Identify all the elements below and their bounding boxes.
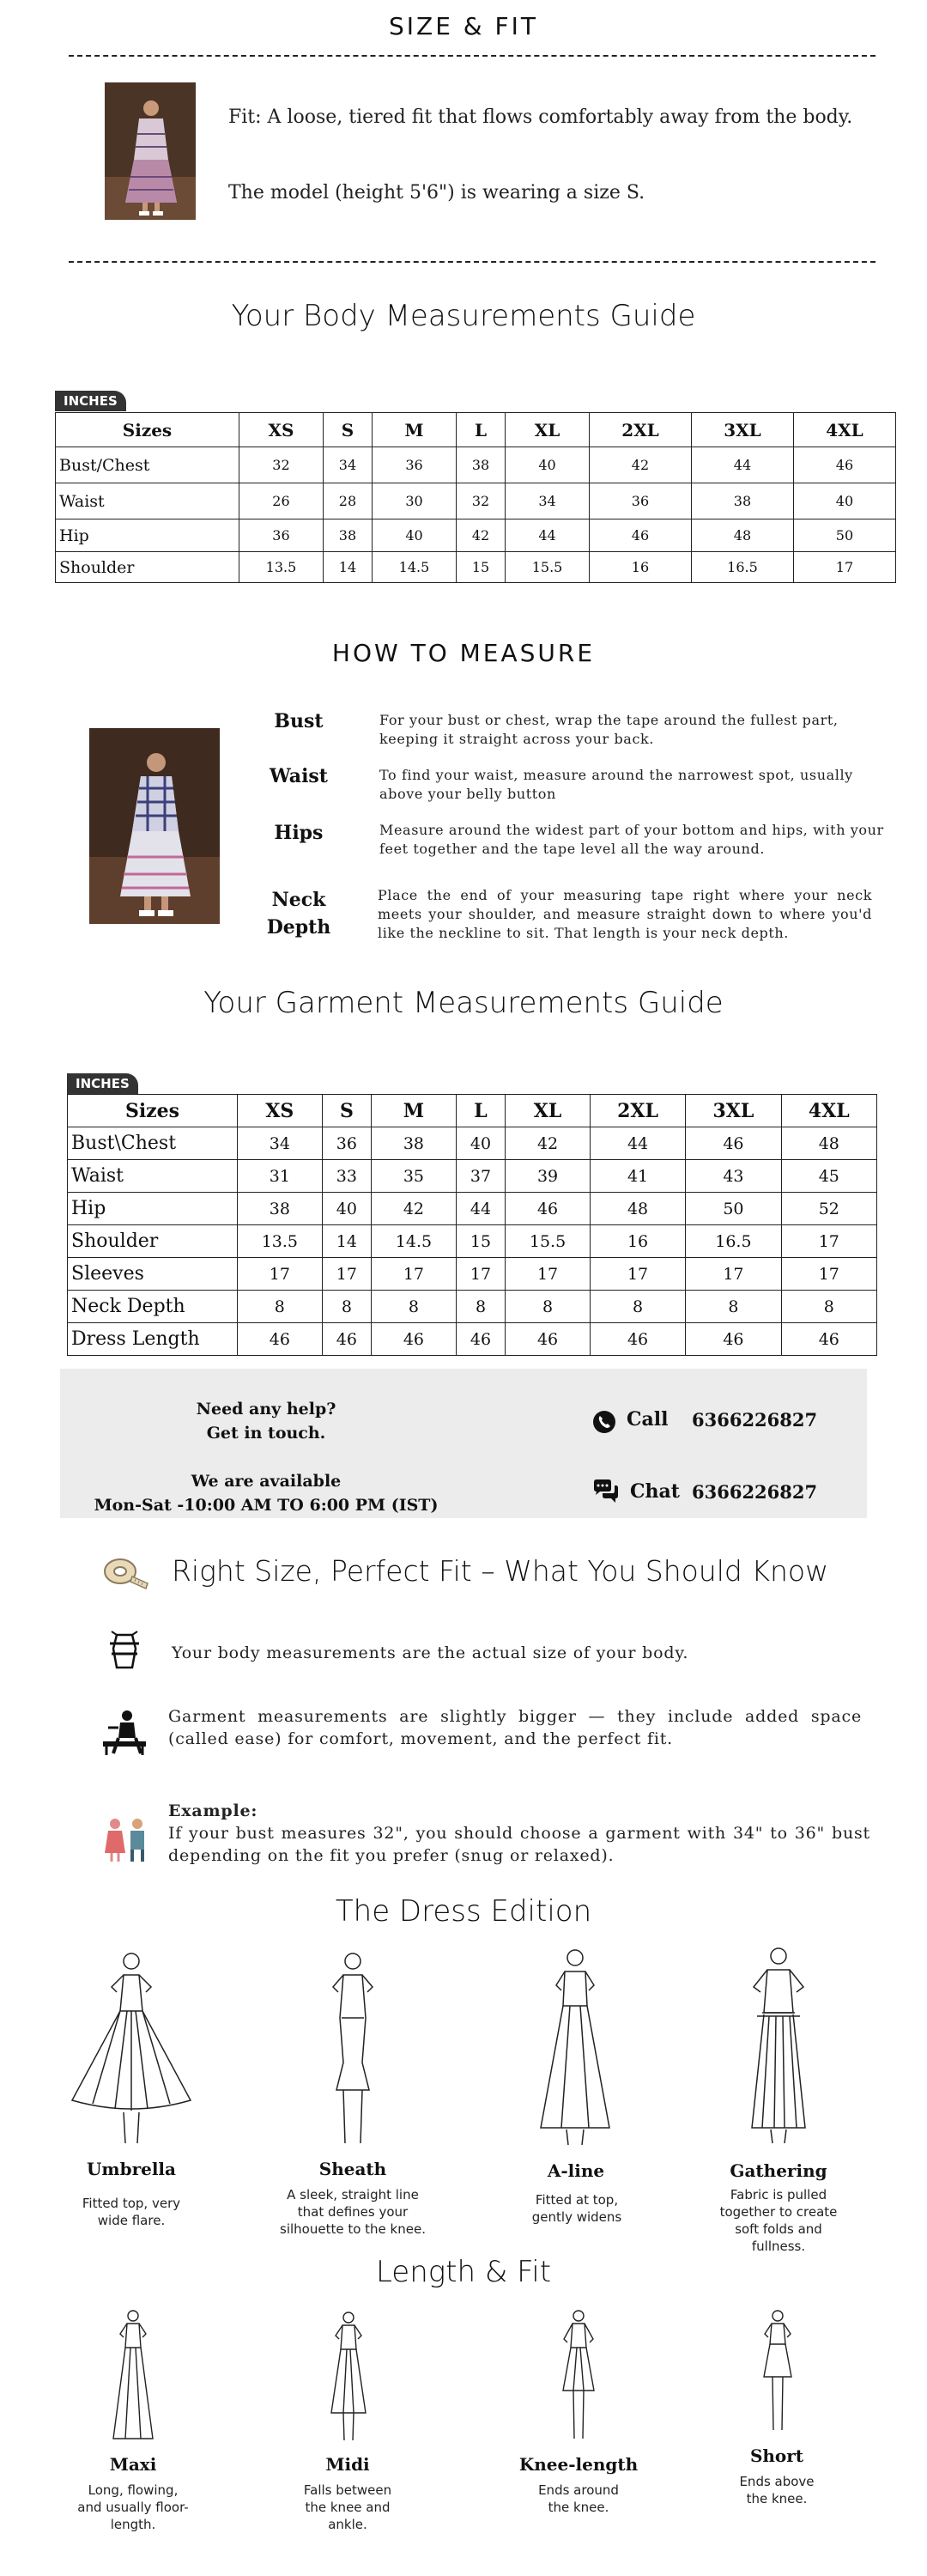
length-desc-knee-length: Ends around the knee. xyxy=(538,2482,619,2515)
row-label: Dress Length xyxy=(68,1323,238,1356)
header-size-xl: XL xyxy=(506,1095,591,1127)
dress-name-a-line: A-line xyxy=(547,2160,605,2181)
garment-measurements-table xyxy=(67,1094,877,1356)
model-photo-large xyxy=(89,728,220,924)
table-cell: 8 xyxy=(372,1291,457,1323)
table-cell: 38 xyxy=(456,447,505,483)
table-cell: 46 xyxy=(456,1323,505,1356)
header-size-l: L xyxy=(456,1095,505,1127)
table-cell: 50 xyxy=(686,1193,781,1225)
table-cell: 46 xyxy=(238,1323,323,1356)
header-size-3xl: 3XL xyxy=(691,413,793,447)
table-cell: 45 xyxy=(781,1160,876,1193)
table-cell: 46 xyxy=(590,1323,685,1356)
table-cell: 46 xyxy=(686,1323,781,1356)
size-fit-title: SIZE & FIT xyxy=(388,12,538,40)
table-cell: 46 xyxy=(372,1323,457,1356)
measure-text-hips: Measure around the widest part of your bottom and hips, with your feet together and the tape level all the way around. xyxy=(379,822,884,857)
row-label: Neck Depth xyxy=(68,1291,238,1323)
header-size-l: L xyxy=(456,413,505,447)
row-label: Waist xyxy=(68,1160,238,1193)
table-cell: 17 xyxy=(238,1258,323,1291)
short-dress-illustration xyxy=(752,2308,803,2437)
call-number[interactable]: 6366226827 xyxy=(692,1409,818,1431)
a-line-dress-illustration xyxy=(524,1946,627,2148)
table-cell: 16.5 xyxy=(686,1225,781,1258)
divider-top xyxy=(69,55,876,57)
table-cell: 34 xyxy=(238,1127,323,1160)
table-cell: 14 xyxy=(323,552,372,583)
table-cell: 14 xyxy=(322,1225,371,1258)
table-row xyxy=(68,1225,877,1258)
table-cell: 48 xyxy=(590,1193,685,1225)
body-guide-title: Your Body Measurements Guide xyxy=(231,299,696,333)
header-size-m: M xyxy=(373,413,457,447)
table-cell: 40 xyxy=(506,447,590,483)
dress-name-gathering: Gathering xyxy=(730,2160,827,2181)
length-name-knee-length: Knee-length xyxy=(518,2454,639,2475)
dress-desc-sheath: A sleek, straight line that defines your silhouette to the knee. xyxy=(280,2187,426,2237)
fit-description: Fit: A loose, tiered fit that flows comfortably away from the body. xyxy=(228,106,853,128)
table-cell: 28 xyxy=(323,483,372,519)
need-help-line2: Get in touch. xyxy=(206,1424,326,1443)
table-cell: 26 xyxy=(239,483,324,519)
table-cell: 14.5 xyxy=(372,1225,457,1258)
garment-unit-tag: INCHES xyxy=(67,1073,138,1094)
table-cell: 15 xyxy=(456,1225,505,1258)
table-cell: 34 xyxy=(323,447,372,483)
table-row xyxy=(56,552,896,583)
gathering-dress-illustration xyxy=(731,1944,826,2147)
length-name-midi: Midi xyxy=(325,2454,370,2475)
dress-edition-title: The Dress Edition xyxy=(335,1894,592,1929)
table-cell: 15 xyxy=(456,552,505,583)
table-cell: 8 xyxy=(781,1291,876,1323)
table-cell: 17 xyxy=(781,1258,876,1291)
dress-name-umbrella: Umbrella xyxy=(86,2159,176,2179)
table-cell: 8 xyxy=(238,1291,323,1323)
table-row xyxy=(68,1323,877,1356)
length-desc-maxi: Long, flowing, and usually floor-length. xyxy=(77,2482,189,2532)
table-cell: 36 xyxy=(373,447,457,483)
chat-label[interactable]: Chat xyxy=(630,1480,680,1503)
table-cell: 46 xyxy=(322,1323,371,1356)
table-cell: 8 xyxy=(322,1291,371,1323)
table-cell: 16 xyxy=(589,552,691,583)
table-row xyxy=(68,1193,877,1225)
table-row xyxy=(56,483,896,519)
measuring-tape-icon xyxy=(101,1552,149,1590)
table-cell: 38 xyxy=(372,1127,457,1160)
call-label[interactable]: Call xyxy=(627,1408,669,1431)
table-cell: 43 xyxy=(686,1160,781,1193)
table-row xyxy=(68,1127,877,1160)
table-cell: 36 xyxy=(589,483,691,519)
header-sizes: Sizes xyxy=(56,413,239,447)
table-cell: 13.5 xyxy=(239,552,324,583)
table-cell: 17 xyxy=(793,552,895,583)
tip-body-measurements: Your body measurements are the actual size of your body. xyxy=(172,1643,689,1662)
table-cell: 44 xyxy=(590,1127,685,1160)
body-unit-tag: INCHES xyxy=(55,391,126,411)
know-title: Right Size, Perfect Fit – What You Should Know xyxy=(172,1554,829,1588)
table-cell: 8 xyxy=(686,1291,781,1323)
table-cell: 17 xyxy=(372,1258,457,1291)
table-cell: 32 xyxy=(239,447,324,483)
length-name-maxi: Maxi xyxy=(109,2454,157,2475)
table-cell: 36 xyxy=(322,1127,371,1160)
row-label: Bust\Chest xyxy=(68,1127,238,1160)
row-label: Hip xyxy=(56,519,239,552)
table-header-row xyxy=(68,1095,877,1127)
table-cell: 38 xyxy=(238,1193,323,1225)
dress-desc-umbrella: Fitted top, very wide flare. xyxy=(82,2196,181,2228)
row-label: Bust/Chest xyxy=(56,447,239,483)
chat-icon[interactable] xyxy=(592,1479,620,1504)
measure-label-waist: Waist xyxy=(270,765,328,787)
measure-label-bust: Bust xyxy=(274,710,324,732)
maxi-dress-illustration xyxy=(103,2308,163,2445)
table-cell: 33 xyxy=(322,1160,371,1193)
knee-length-dress-illustration xyxy=(551,2308,606,2445)
table-cell: 31 xyxy=(238,1160,323,1193)
length-fit-title: Length & Fit xyxy=(375,2255,552,2289)
table-cell: 15.5 xyxy=(506,552,590,583)
table-cell: 42 xyxy=(589,447,691,483)
table-cell: 38 xyxy=(691,483,793,519)
header-size-xl: XL xyxy=(506,413,590,447)
table-cell: 42 xyxy=(456,519,505,552)
table-cell: 34 xyxy=(506,483,590,519)
table-cell: 32 xyxy=(456,483,505,519)
row-label: Shoulder xyxy=(68,1225,238,1258)
table-row xyxy=(56,447,896,483)
table-cell: 17 xyxy=(322,1258,371,1291)
header-size-4xl: 4XL xyxy=(793,413,895,447)
header-sizes: Sizes xyxy=(68,1095,238,1127)
table-cell: 42 xyxy=(506,1127,591,1160)
length-desc-midi: Falls between the knee and ankle. xyxy=(303,2482,392,2532)
table-cell: 8 xyxy=(590,1291,685,1323)
dress-desc-a-line: Fitted at top, gently widens xyxy=(531,2192,622,2225)
available-line1: We are available xyxy=(191,1472,342,1491)
phone-icon[interactable] xyxy=(592,1410,616,1434)
table-cell: 48 xyxy=(691,519,793,552)
table-row xyxy=(68,1291,877,1323)
body-measure-icon xyxy=(106,1630,142,1673)
table-cell: 50 xyxy=(793,519,895,552)
example-text: If your bust measures 32", you should choose a garment with 34" to 36" bust depending on the fit you prefer (snug or relaxed). xyxy=(168,1824,870,1865)
sheath-dress-illustration xyxy=(306,1949,400,2152)
table-cell: 40 xyxy=(456,1127,505,1160)
table-cell: 46 xyxy=(589,519,691,552)
table-cell: 40 xyxy=(793,483,895,519)
model-photo-small xyxy=(105,82,196,220)
divider-bottom xyxy=(69,261,876,263)
table-cell: 30 xyxy=(373,483,457,519)
measure-text-neck-depth: Place the end of your measuring tape right where your neck meets your shoulder, and measure straight down to where you'd like the neckline to sit. That length is your neck depth. xyxy=(378,887,872,941)
available-line2: Mon-Sat -10:00 AM TO 6:00 PM (IST) xyxy=(94,1496,439,1515)
table-cell: 52 xyxy=(781,1193,876,1225)
table-cell: 16.5 xyxy=(691,552,793,583)
header-size-2xl: 2XL xyxy=(589,413,691,447)
header-size-2xl: 2XL xyxy=(590,1095,685,1127)
fitting-icon xyxy=(101,1815,153,1863)
table-cell: 46 xyxy=(506,1193,591,1225)
header-size-xs: XS xyxy=(238,1095,323,1127)
table-cell: 17 xyxy=(506,1258,591,1291)
table-cell: 37 xyxy=(456,1160,505,1193)
table-cell: 44 xyxy=(691,447,793,483)
row-label: Sleeves xyxy=(68,1258,238,1291)
example-label: Example: xyxy=(168,1801,258,1820)
dress-desc-gathering: Fabric is pulled together to create soft folds and fullness. xyxy=(719,2187,838,2254)
table-cell: 38 xyxy=(323,519,372,552)
need-help-line1: Need any help? xyxy=(196,1400,336,1419)
how-to-measure-title: HOW TO MEASURE xyxy=(331,639,596,667)
table-cell: 15.5 xyxy=(506,1225,591,1258)
row-label: Hip xyxy=(68,1193,238,1225)
header-size-4xl: 4XL xyxy=(781,1095,876,1127)
table-cell: 17 xyxy=(781,1225,876,1258)
tip-garment-measurements: Garment measurements are slightly bigger — they include added space (called ease) for comfort, movement, and the perfect fit. xyxy=(168,1707,862,1748)
header-size-3xl: 3XL xyxy=(686,1095,781,1127)
table-cell: 35 xyxy=(372,1160,457,1193)
table-cell: 16 xyxy=(590,1225,685,1258)
table-cell: 40 xyxy=(322,1193,371,1225)
header-size-m: M xyxy=(372,1095,457,1127)
table-cell: 8 xyxy=(506,1291,591,1323)
table-row xyxy=(68,1160,877,1193)
table-cell: 40 xyxy=(373,519,457,552)
length-name-short: Short xyxy=(749,2445,804,2466)
table-cell: 17 xyxy=(590,1258,685,1291)
table-header-row xyxy=(56,413,896,447)
table-cell: 17 xyxy=(456,1258,505,1291)
chat-number[interactable]: 6366226827 xyxy=(692,1481,818,1503)
header-size-s: S xyxy=(323,413,372,447)
table-cell: 44 xyxy=(456,1193,505,1225)
table-cell: 39 xyxy=(506,1160,591,1193)
body-measurements-table xyxy=(55,412,896,583)
midi-dress-illustration xyxy=(321,2310,376,2447)
table-cell: 48 xyxy=(781,1127,876,1160)
model-size-text: The model (height 5'6") is wearing a size S. xyxy=(228,182,645,204)
table-row xyxy=(56,519,896,552)
row-label: Waist xyxy=(56,483,239,519)
measure-text-waist: To find your waist, measure around the narrowest spot, usually above your belly button xyxy=(379,767,853,802)
umbrella-dress-illustration xyxy=(67,1949,196,2152)
table-cell: 46 xyxy=(793,447,895,483)
header-size-xs: XS xyxy=(239,413,324,447)
length-desc-short: Ends above the knee. xyxy=(739,2474,815,2506)
table-cell: 17 xyxy=(686,1258,781,1291)
measure-label-hips: Hips xyxy=(274,822,324,844)
measure-label-neck-depth: Neck Depth xyxy=(266,889,331,939)
table-cell: 46 xyxy=(781,1323,876,1356)
tailor-icon xyxy=(101,1709,148,1757)
table-cell: 46 xyxy=(686,1127,781,1160)
table-cell: 14.5 xyxy=(373,552,457,583)
table-cell: 46 xyxy=(506,1323,591,1356)
garment-guide-title: Your Garment Measurements Guide xyxy=(203,986,724,1020)
table-cell: 41 xyxy=(590,1160,685,1193)
table-cell: 42 xyxy=(372,1193,457,1225)
table-cell: 36 xyxy=(239,519,324,552)
table-cell: 13.5 xyxy=(238,1225,323,1258)
table-cell: 8 xyxy=(456,1291,505,1323)
row-label: Shoulder xyxy=(56,552,239,583)
measure-text-bust: For your bust or chest, wrap the tape around the fullest part, keeping it straight across your back. xyxy=(379,712,839,747)
dress-name-sheath: Sheath xyxy=(318,2159,387,2179)
table-row xyxy=(68,1258,877,1291)
header-size-s: S xyxy=(322,1095,371,1127)
table-cell: 44 xyxy=(506,519,590,552)
